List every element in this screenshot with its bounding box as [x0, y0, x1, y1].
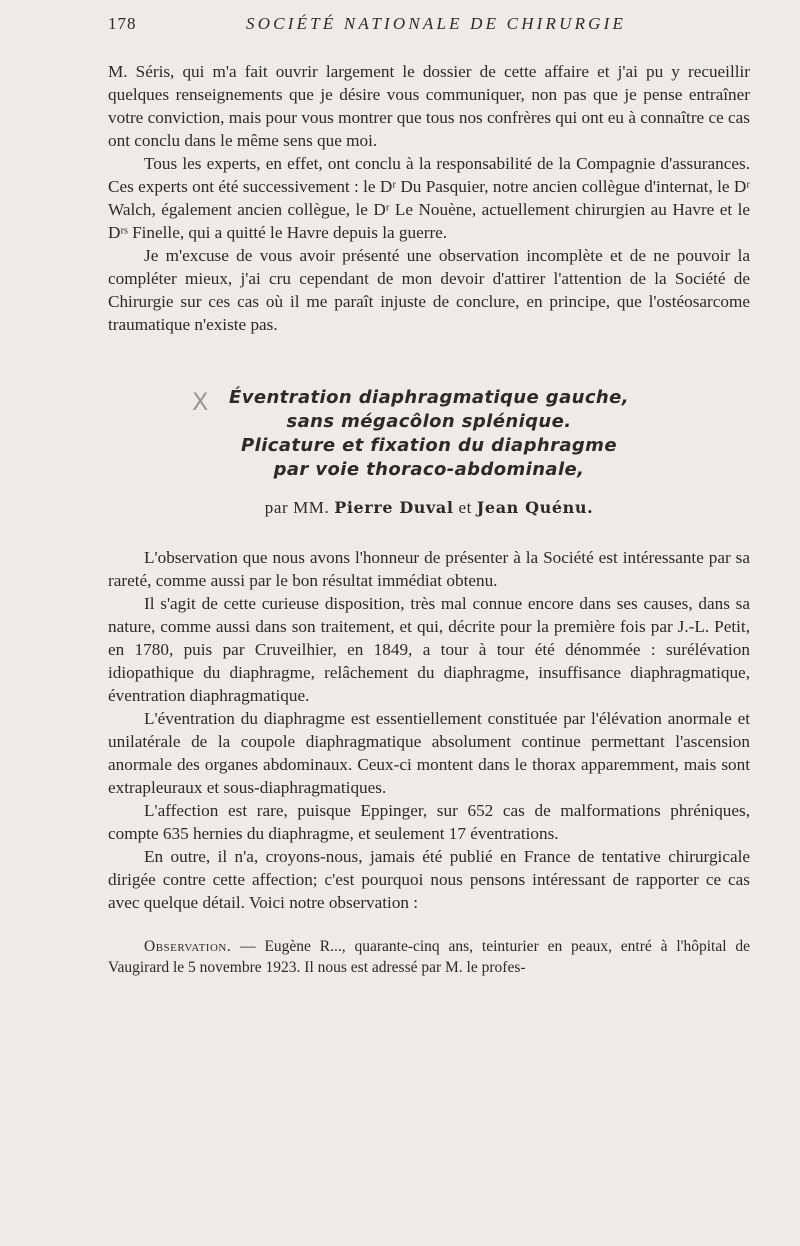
title-line: sans mégacôlon splénique. — [286, 411, 572, 432]
observation-label: Observation. — [144, 938, 232, 955]
article-title — [108, 386, 750, 482]
authors-prefix: par MM. — [264, 498, 330, 517]
paragraph: L'observation que nous avons l'honneur de présenter à la Société est intéressante par sa rareté, comme aussi par le bon résultat immédiat obtenu. — [108, 548, 750, 590]
paragraph: Tous les experts, en effet, ont conclu à la responsabilité de la Compagnie d'assurances. Ces experts ont été successivement : le Dʳ Du Pasquier, notre ancien collègue d'internat, le Dʳ Walch, également ancien collègue, le Dʳ Le Nouène, actuellement chirurgien au Havre et le Dʳˢ Finelle, qui a quitté le Havre depuis la guerre. — [108, 154, 750, 242]
author-name: Jean Quénu. — [476, 498, 594, 517]
article-body — [108, 546, 750, 914]
page-number: 178 — [108, 14, 137, 33]
pencil-mark: X — [192, 388, 209, 416]
paragraph: M. Séris, qui m'a fait ouvrir largement le dossier de cette affaire et j'ai pu y recueillir quelques renseignements que je désire vous communiquer, non pas que je pense entraîner votre conviction, mais pour vous montrer que tous nos confrères qui ont eu à connaître ce cas ont conclu dans le même sens que moi. — [108, 62, 750, 150]
paragraph: L'éventration du diaphragme est essentiellement constituée par l'élévation anormale et unilatérale de la coupole diaphragmatique absolument continue permettant l'ascension anormale des organes abdominaux. Ceux-ci montent dans le thorax apparemment, mais sont extrapleuraux et sous-diaphragmatiques. — [108, 709, 750, 797]
text-body — [108, 60, 750, 978]
authors-line — [108, 498, 750, 518]
title-line: par voie thoraco-abdominale, — [273, 459, 585, 480]
authors-conjunction: et — [458, 498, 472, 517]
paragraph: L'affection est rare, puisque Eppinger, sur 652 cas de malformations phréniques, compte 635 hernies du diaphragme, et seulement 17 éventrations. — [108, 801, 750, 843]
paragraph: En outre, il n'a, croyons-nous, jamais été publié en France de tentative chirurgicale dirigée contre cette affection; c'est pourquoi nous pensons intéressant de rapporter ce cas avec quelque détail. Voici notre observation : — [108, 847, 750, 912]
running-head — [0, 14, 800, 42]
paragraph: Il s'agit de cette curieuse disposition, très mal connue encore dans ses causes, dans sa nature, comme aussi dans son traitement, et qui, décrite pour la première fois par J.-L. Petit, en 1780, puis par Cruveilhier, en 1849, a tour à tour été dénommée : surélévation idiopathique du diaphragme, relâchement du diaphragme, insuffisance diaphragmatique, éventration diaphragmatique. — [108, 594, 750, 705]
title-line: Plicature et fixation du diaphragme — [241, 435, 617, 456]
author-name: Pierre Duval — [334, 498, 454, 517]
title-line: Éventration diaphragmatique gauche, — [229, 387, 629, 408]
observation-paragraph — [108, 936, 750, 978]
journal-title: SOCIÉTÉ NATIONALE DE CHIRURGIE — [246, 14, 627, 33]
paragraph: Je m'excuse de vous avoir présenté une observation incomplète et de ne pouvoir la compléter mieux, j'ai cru cependant de mon devoir d'attirer l'attention de la Société de Chirurgie sur ces cas où il me paraît injuste de conclure, en principe, que l'ostéosarcome traumatique n'existe pas. — [108, 246, 750, 334]
observation-text: — Eugène R..., quarante-cinq ans, teinturier en peaux, entré à l'hôpital de Vaugirard le 5 novembre 1923. Il nous est adressé par M. le profes- — [108, 938, 750, 976]
